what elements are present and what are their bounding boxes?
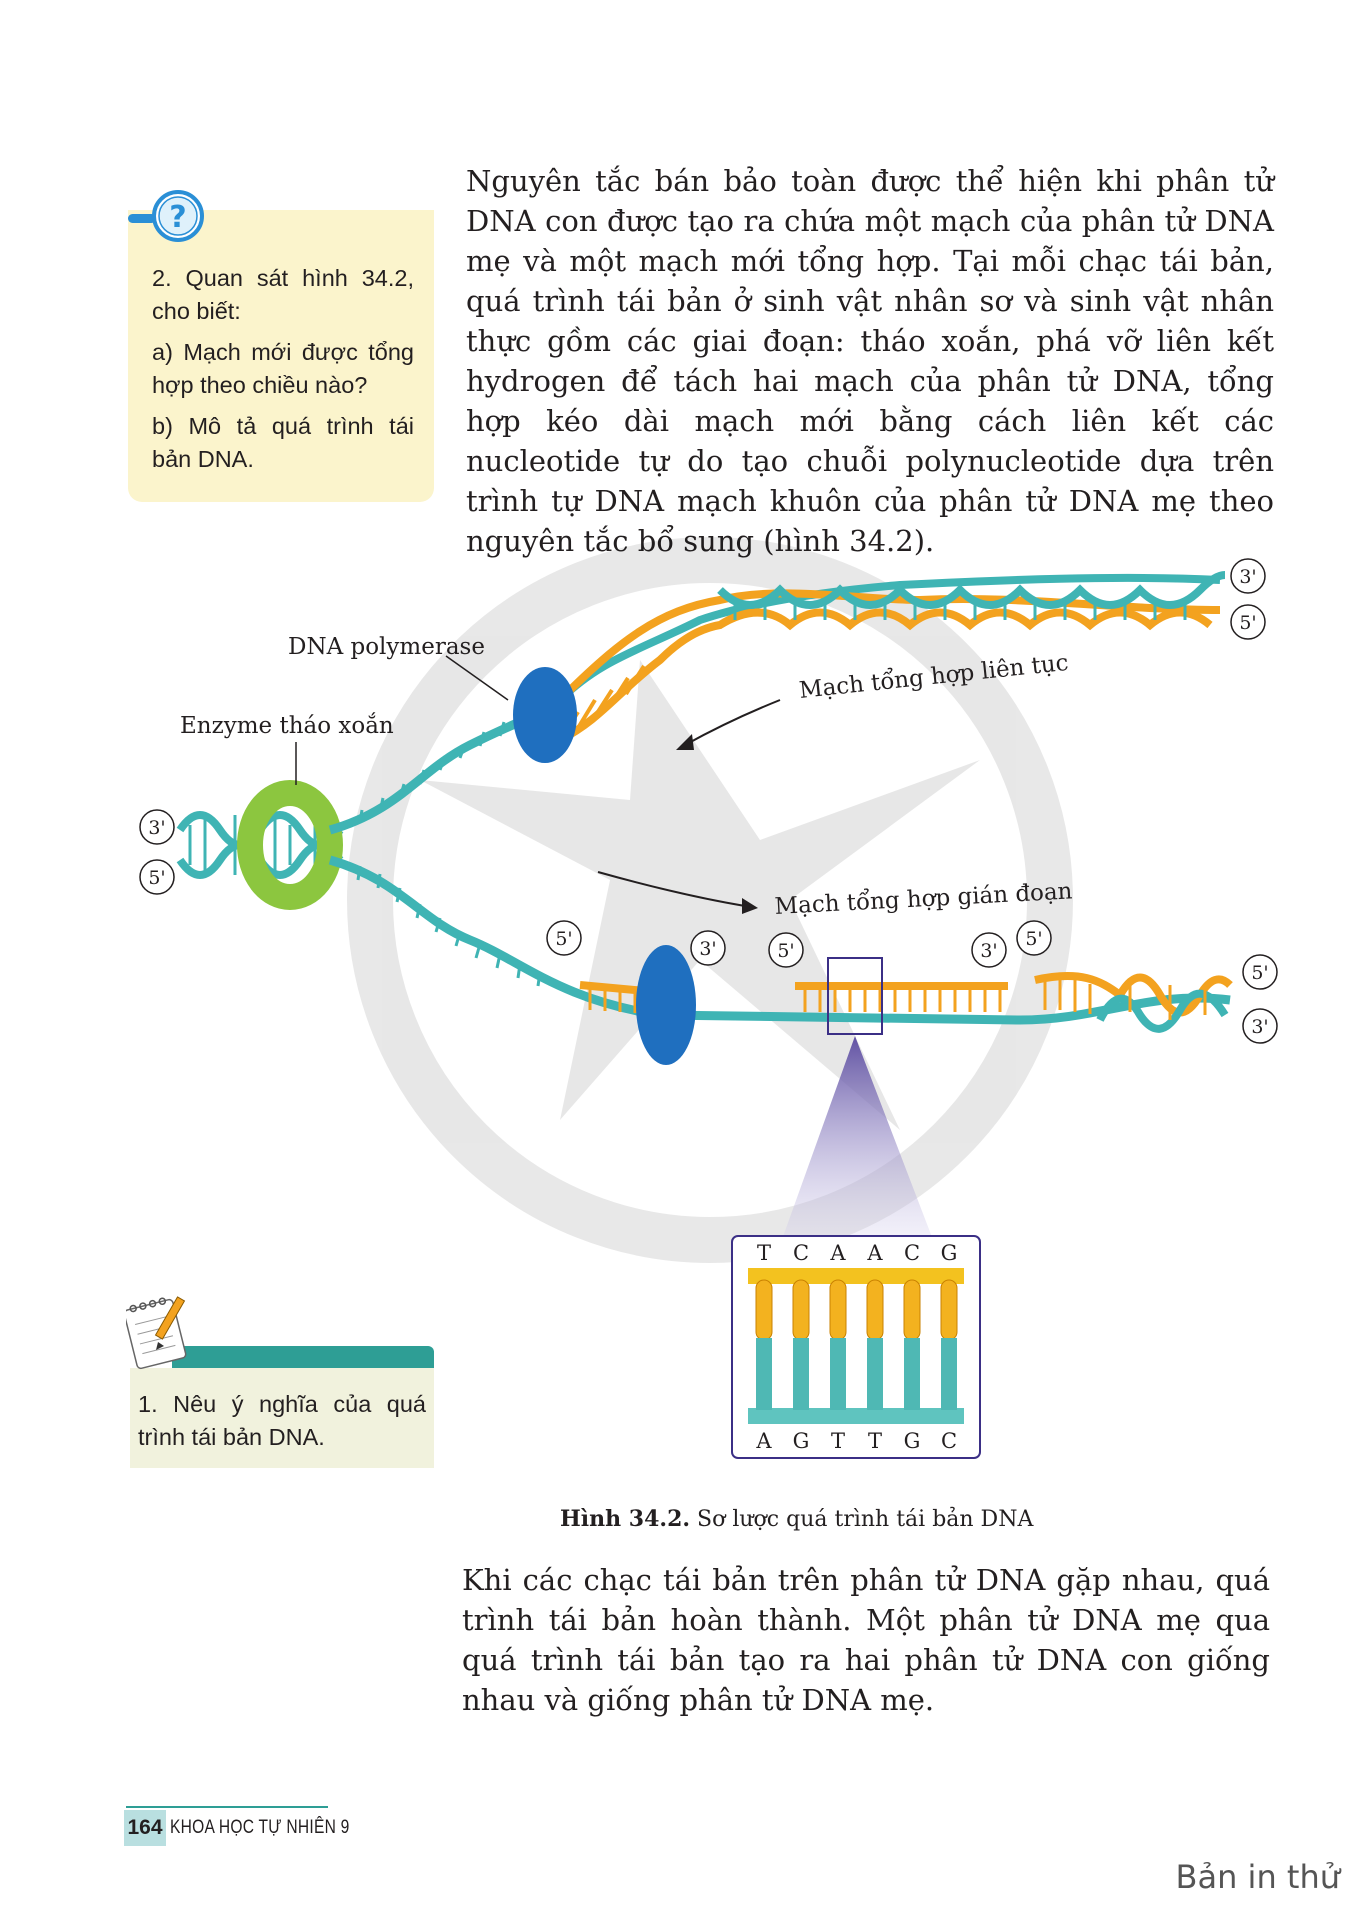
label-helicase: Enzyme tháo xoắn xyxy=(180,713,394,739)
svg-text:?: ? xyxy=(169,200,187,235)
base-pair-inset xyxy=(732,1236,980,1458)
label-dna-polymerase: DNA polymerase xyxy=(288,634,485,660)
end-marker-bottom-right-5 xyxy=(1243,955,1277,989)
top-base-6: G xyxy=(940,1241,958,1265)
page-number: 164 xyxy=(124,1810,166,1846)
fragment2-5-marker xyxy=(769,933,803,967)
dna-polymerase-upper xyxy=(513,667,577,763)
dna-polymerase-lower xyxy=(636,945,696,1065)
bottom-base-3: T xyxy=(830,1429,846,1453)
question-line-2: a) Mạch mới được tổng hợp theo chiều nào? xyxy=(152,339,414,398)
svg-text:3': 3' xyxy=(699,938,717,960)
fragment2-3-marker xyxy=(972,933,1006,967)
top-base-4: A xyxy=(867,1241,883,1265)
svg-text:3': 3' xyxy=(148,817,166,839)
book-title: KHOA HỌC TỰ NHIÊN 9 xyxy=(170,1817,350,1838)
task-box-header xyxy=(172,1346,434,1368)
top-base-5: C xyxy=(903,1241,921,1265)
bottom-base-1: A xyxy=(756,1429,772,1453)
svg-text:5': 5' xyxy=(1025,928,1043,950)
fragment3-5-marker xyxy=(1017,921,1051,955)
zoom-cone xyxy=(780,1036,935,1245)
draft-watermark: Bản in thử xyxy=(1175,1858,1340,1896)
top-base-1: T xyxy=(756,1241,772,1265)
footer-rule xyxy=(126,1806,328,1808)
fragment1-5-marker xyxy=(547,921,581,955)
bottom-base-4: T xyxy=(867,1429,883,1453)
svg-text:5': 5' xyxy=(1239,612,1257,634)
svg-text:3': 3' xyxy=(1239,566,1257,588)
paragraph-semi-conservative: Nguyên tắc bán bảo toàn được thể hiện khi phân tử DNA con được tạo ra chứa một mạch của phân tử DNA mẹ và một mạch mới tổng hợp. Tại mỗi chạc tái bản, quá trình tái bản ở sinh vật nhân sơ và sinh vật nhân thực gồm các giai đoạn: tháo xoắn, phá vỡ liên kết hydrogen để tách hai mạch của phân tử DNA, tổng hợp kéo dài mạch mới bằng cách liên kết các nucleotide tự do tạo chuỗi polynucleotide dựa trên trình tự DNA mạch khuôn của phân tử DNA mẹ theo nguyên tắc bổ sung (hình 34.2). xyxy=(466,164,1274,558)
svg-text:5': 5' xyxy=(777,940,795,962)
question-line-1: 2. Quan sát hình 34.2, cho biết: xyxy=(152,265,414,324)
fragment1-3-marker xyxy=(691,931,725,965)
top-base-3: A xyxy=(830,1241,846,1265)
end-marker-left-3 xyxy=(140,810,174,844)
paragraph-replication-complete: Khi các chạc tái bản trên phân tử DNA gặp nhau, quá trình tái bản hoàn thành. Một phân tử DNA mẹ qua quá trình tái bản tạo ra hai phân tử DNA con giống nhau và giống phân tử DNA mẹ. xyxy=(462,1563,1270,1717)
end-marker-bottom-right-3 xyxy=(1243,1009,1277,1043)
task-text: 1. Nêu ý nghĩa của quá trình tái bản DNA. xyxy=(138,1391,426,1450)
svg-text:3': 3' xyxy=(1251,1016,1269,1038)
leading-direction-arrow xyxy=(685,700,780,745)
svg-text:5': 5' xyxy=(148,867,166,889)
notepad-pencil-icon xyxy=(126,1290,196,1372)
top-base-2: C xyxy=(792,1241,810,1265)
bottom-base-5: G xyxy=(903,1429,921,1453)
end-marker-left-5 xyxy=(140,860,174,894)
bottom-base-6: C xyxy=(940,1429,958,1453)
question-line-3: b) Mô tả quá trình tái bản DNA. xyxy=(152,413,414,472)
label-leading-strand: Mạch tổng hợp liên tục xyxy=(797,649,1070,704)
figure-caption xyxy=(560,1506,1060,1532)
caption-label: Hình 34.2. xyxy=(560,1506,691,1532)
label-lagging-strand: Mạch tổng hợp gián đoạn xyxy=(773,878,1074,920)
svg-text:5': 5' xyxy=(555,928,573,950)
end-marker-top-right-3 xyxy=(1231,559,1265,593)
end-marker-top-right-5 xyxy=(1231,605,1265,639)
svg-text:3': 3' xyxy=(980,940,998,962)
bottom-base-2: G xyxy=(792,1429,810,1453)
caption-text: Sơ lược quá trình tái bản DNA xyxy=(697,1507,1034,1532)
svg-text:5': 5' xyxy=(1251,962,1269,984)
